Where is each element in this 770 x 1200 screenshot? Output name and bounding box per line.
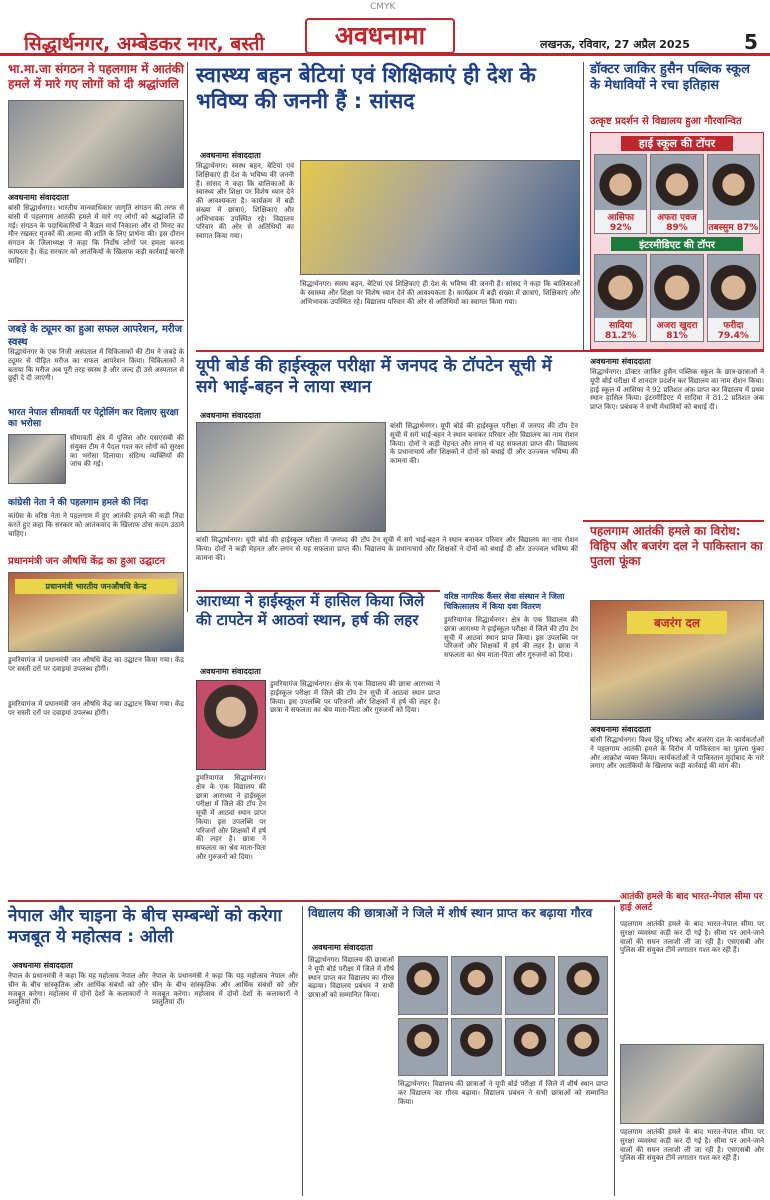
tribute-photo	[8, 100, 184, 188]
patrol-headline: भारत नेपाल सीमावर्ती पर पेट्रोलिंग कर दिलाए सुरक्षा का भरोसा	[8, 408, 179, 430]
student-score: अजरा खुदरा 81%	[651, 318, 702, 341]
congress-headline: कांग्रेसी नेता ने की पहलगाम हमले की निंदा	[8, 498, 149, 508]
tumor-headline: जबड़े के ट्यूमर का हुआ सफल आपरेशन, मरीज स्वस्थ	[8, 324, 183, 348]
aaradhya-headline: आराध्या ने हाईस्कूल में हासिल किया जिले की टापटेन में आठवां स्थान, हर्ष की लहर	[196, 592, 425, 629]
protest-photo	[590, 600, 764, 720]
student-photo	[650, 254, 703, 342]
inter-toppers-grid	[594, 254, 760, 342]
cancer-body: डुमरियागंज सिद्धार्थनगर। क्षेत्र के एक विद्यालय की छात्रा आराध्या ने हाईस्कूल परीक्षा में जिले की टॉप टेन सूची में आठवां स्थान प्राप्त किया। इस उपलब्धि पर परिजनों और शिक्षकों में हर्ष की लहर है। छात्रा ने सफलता का श्रेय माता-पिता और गुरुजनों को दिया।	[444, 616, 578, 659]
school-girls-byline: अवधनामा संवाददाता	[312, 943, 373, 952]
highschool-topper-label: हाई स्कूल की टॉपर	[621, 136, 733, 151]
nepal-china-byline: अवधनामा संवाददाता	[12, 961, 73, 970]
divider	[583, 520, 764, 522]
border-alert-body-cont: पहलगाम आतंकी हमले के बाद भारत-नेपाल सीमा पर सुरक्षा व्यवस्था कड़ी कर दी गई है। सीमा पर आने-जाने वालों की सघन तलाशी ली जा रही है। एसएसबी और पुलिस की संयुक्त टीमें लगातार गश्त कर रही हैं।	[620, 1128, 764, 1163]
congress-body: कांग्रेस के वरिष्ठ नेता ने पहलगाम में हुए आतंकी हमले की कड़ी निंदा करते हुए कहा कि सरकार को आतंकवाद के खिलाफ ठोस कदम उठाने चाहिए।	[8, 512, 184, 538]
main-top-body: सिद्धार्थनगर। स्वस्थ बहन, बेटियां एवं शिक्षिकाएं ही देश के भविष्य की जननी हैं। सांसद ने कहा कि बालिकाओं के स्वास्थ्य और शिक्षा पर विशेष ध्यान देने की आवश्यकता है। कार्यक्रम में बड़ी संख्या में छात्राएं, शिक्षिकाएं और अभिभावक उपस्थित रहे। विद्यालय परिवार की ओर से अतिथियों का स्वागत किया गया।	[196, 162, 294, 240]
student-score: तबस्सुम 87%	[708, 220, 759, 233]
aaradhya-byline: अवधनामा संवाददाता	[200, 667, 261, 676]
column-rule	[187, 62, 188, 612]
nepal-china-body: नेपाल के प्रधानमंत्री ने कहा कि यह महोत्सव नेपाल और चीन के बीच सांस्कृतिक और आर्थिक संबंधों को और मजबूत करेगा। महोत्सव में दोनों देशों के कलाकारों ने प्रस्तुतियां दीं।	[8, 972, 148, 1007]
student-photo	[505, 956, 555, 1015]
student-photo	[650, 154, 703, 234]
aaradhya-body-cont: डुमरियागंज सिद्धार्थनगर। क्षेत्र के एक विद्यालय की छात्रा आराध्या ने हाईस्कूल परीक्षा में जिले की टॉप टेन सूची में आठवां स्थान प्राप्त किया। इस उपलब्धि पर परिजनों और शिक्षकों में हर्ष की लहर है। छात्रा ने सफलता का श्रेय माता-पिता और गुरुजनों को दिया।	[196, 774, 266, 861]
school-body: सिद्धार्थनगर। डॉक्टर जाकिर हुसैन पब्लिक स्कूल के छात्र-छात्राओं ने यूपी बोर्ड परीक्षा में शानदार प्रदर्शन कर विद्यालय का नाम रोशन किया। हाई स्कूल में आसिफा ने 92 प्रतिशत अंक प्राप्त कर विद्यालय में प्रथम स्थान हासिल किया। इंटरमीडिएट में सादिया ने 81.2 प्रतिशत अंक प्राप्त किए। प्रबंधक ने सभी मेधावियों को बधाई दी।	[590, 368, 764, 411]
nepal-china-body-cont: नेपाल के प्रधानमंत्री ने कहा कि यह महोत्सव नेपाल और चीन के बीच सांस्कृतिक और आर्थिक संबंधों को और मजबूत करेगा। महोत्सव में दोनों देशों के कलाकारों ने प्रस्तुतियां दीं।	[152, 972, 298, 1007]
student-photo	[398, 1018, 448, 1077]
highschool-toppers-grid	[594, 154, 760, 234]
cmyk-mark: CMYK	[370, 2, 396, 12]
siblings-body: बांसी सिद्धार्थनगर। यूपी बोर्ड की हाईस्कूल परीक्षा में जनपद की टॉप टेन सूची में सगे भाई-बहन ने स्थान बनाकर परिवार और विद्यालय का नाम रोशन किया। दोनों ने कड़ी मेहनत और लगन से यह सफलता प्राप्त की। विद्यालय के प्रधानाचार्य और शिक्षकों ने दोनों को बधाई दी और उज्ज्वल भविष्य की कामना की।	[390, 422, 578, 465]
nepal-china-headline: नेपाल और चाइना के बीच सम्बन्धों को करेगा मजबूत ये महोत्सव : ओली	[8, 906, 282, 948]
main-top-byline: अवधनामा संवाददाता	[200, 151, 261, 160]
divider	[196, 350, 764, 352]
patrol-photo	[8, 434, 66, 484]
border-alert-photo	[620, 1044, 764, 1124]
student-photo	[558, 1018, 608, 1077]
left-top-body: बांसी सिद्धार्थनगर। भारतीय मानवाधिकार जागृति संगठन की तरफ से बांसी में पहलगाम आतंकी हमले में मारे गए लोगों को श्रद्धांजलि दी गई। संगठन के पदाधिकारियों ने कैंडल मार्च निकाला और दो मिनट का मौन रखकर मृतकों की आत्मा की शांति के लिए प्रार्थना की। इस दौरान संगठन के जिलाध्यक्ष ने कहा कि निर्दोष लोगों पर हमला करना कायरता है। केंद्र सरकार को आतंकियों के खिलाफ कड़ी कार्रवाई करनी चाहिए।	[8, 204, 184, 265]
border-alert-body: पहलगाम आतंकी हमले के बाद भारत-नेपाल सीमा पर सुरक्षा व्यवस्था कड़ी कर दी गई है। सीमा पर आने-जाने वालों की सघन तलाशी ली जा रही है। एसएसबी और पुलिस की संयुक्त टीमें लगातार गश्त कर रही हैं।	[620, 920, 764, 955]
student-photo	[505, 1018, 555, 1077]
column-rule	[302, 906, 303, 1196]
aaradhya-photo	[196, 680, 266, 770]
aaradhya-body: डुमरियागंज सिद्धार्थनगर। क्षेत्र के एक विद्यालय की छात्रा आराध्या ने हाईस्कूल परीक्षा में जिले की टॉप टेन सूची में आठवां स्थान प्राप्त किया। इस उपलब्धि पर परिजनों और शिक्षकों में हर्ष की लहर है। छात्रा ने सफलता का श्रेय माता-पिता और गुरुजनों को दिया।	[270, 680, 440, 715]
school-girls-photos	[398, 956, 608, 1076]
inter-topper-label: इंटरमीडिएट की टॉपर	[611, 237, 743, 251]
protest-byline: अवधनामा संवाददाता	[590, 725, 651, 734]
tumor-body: सिद्धार्थनगर के एक निजी अस्पताल में चिकित्सकों की टीम ने जबड़े के ट्यूमर से पीड़ित मरीज का सफल आपरेशन किया। चिकित्सकों ने बताया कि मरीज अब पूरी तरह स्वस्थ है और जल्द ही उसे अस्पताल से छुट्टी दे दी जाएगी।	[8, 348, 184, 383]
student-photo	[451, 956, 501, 1015]
main-top-photo	[300, 160, 580, 275]
border-alert-headline: आतंकी हमले के बाद भारत-नेपाल सीमा पर हाई अलर्ट	[620, 892, 763, 914]
jan-aushadhi-body-cont: डुमरियागंज में प्रधानमंत्री जन औषधि केंद्र का उद्घाटन किया गया। केंद्र पर सस्ती दरों पर दवाइयां उपलब्ध होंगी।	[8, 700, 184, 717]
student-photo	[594, 154, 647, 234]
jan-aushadhi-sign: प्रधानमंत्री भारतीय जनऔषधि केन्द्र	[15, 579, 177, 594]
jan-aushadhi-photo	[8, 572, 184, 652]
school-subhead: उत्कृष्ट प्रदर्शन से विद्यालय हुआ गौरवान्वित	[590, 116, 742, 127]
student-photo	[707, 154, 760, 234]
jan-aushadhi-body: डुमरियागंज में प्रधानमंत्री जन औषधि केंद्र का उद्घाटन किया गया। केंद्र पर सस्ती दरों पर दवाइयां उपलब्ध होंगी।	[8, 656, 184, 673]
jan-aushadhi-headline: प्रधानमंत्री जन औषधि केंद्र का हुआ उद्घाटन	[8, 556, 166, 567]
newspaper-logo: अवधनामा	[305, 18, 455, 54]
student-photo	[451, 1018, 501, 1077]
siblings-byline: अवधनामा संवाददाता	[200, 411, 261, 420]
column-rule	[583, 62, 584, 352]
student-score: फरीदा 79.4%	[708, 318, 759, 341]
left-top-byline: अवधनामा संवाददाता	[8, 193, 69, 202]
school-byline: अवधनामा संवाददाता	[590, 357, 651, 366]
issue-date: लखनऊ, रविवार, 27 अप्रैल 2025	[540, 38, 690, 51]
siblings-headline: यूपी बोर्ड की हाईस्कूल परीक्षा में जनपद के टॉपटेन सूची में सगे भाई-बहन ने लाया स्थान	[196, 356, 552, 398]
cancer-caption: वरिष्ठ नागरिक कैंसर सेवा संस्थान ने जिला चिकित्सालय में किया दवा वितरण	[444, 592, 565, 611]
bajrang-dal-banner: बजरंग दल	[627, 611, 727, 634]
school-girls-headline: विद्यालय की छात्राओं ने जिले में शीर्ष स्थान प्राप्त कर बढ़ाया गौरव	[308, 906, 593, 920]
student-photo	[707, 254, 760, 342]
column-rule	[614, 906, 615, 1196]
patrol-body: सीमावर्ती क्षेत्र में पुलिस और एसएसबी की संयुक्त टीम ने पैदल गश्त कर लोगों को सुरक्षा का भरोसा दिलाया। संदिग्ध व्यक्तियों की जांच की गई।	[70, 434, 184, 469]
student-score: आसिफा 92%	[595, 210, 646, 233]
toppers-panel	[590, 132, 764, 350]
student-photo	[398, 956, 448, 1015]
school-girls-body: सिद्धार्थनगर। विद्यालय की छात्राओं ने यूपी बोर्ड परीक्षा में जिले में शीर्ष स्थान प्राप्त कर विद्यालय का गौरव बढ़ाया। विद्यालय प्रबंधन ने सभी छात्राओं को सम्मानित किया।	[308, 956, 394, 999]
student-photo	[558, 956, 608, 1015]
protest-body: बांसी सिद्धार्थनगर। विश्व हिंदू परिषद और बजरंग दल के कार्यकर्ताओं ने पहलगाम आतंकी हमले के विरोध में पाकिस्तान का पुतला फूंका और आक्रोश व्यक्त किया। कार्यकर्ताओं ने पाकिस्तान मुर्दाबाद के नारे लगाए और आतंकियों के खिलाफ कड़ी कार्रवाई की मांग की।	[590, 736, 764, 771]
student-score: सादिया 81.2%	[595, 318, 646, 341]
school-girls-body-cont: सिद्धार्थनगर। विद्यालय की छात्राओं ने यूपी बोर्ड परीक्षा में जिले में शीर्ष स्थान प्राप्त कर विद्यालय का गौरव बढ़ाया। विद्यालय प्रबंधन ने सभी छात्राओं को सम्मानित किया।	[398, 1080, 608, 1106]
left-top-headline: भा.मा.जा संगठन ने पहलगाम में आतंकी हमले में मारे गए लोगों को दी श्रद्धांजलि	[8, 62, 184, 91]
siblings-body-cont: बांसी सिद्धार्थनगर। यूपी बोर्ड की हाईस्कूल परीक्षा में जनपद की टॉप टेन सूची में सगे भाई-बहन ने स्थान बनाकर परिवार और विद्यालय का नाम रोशन किया। दोनों ने कड़ी मेहनत और लगन से यह सफलता प्राप्त की। विद्यालय के प्रधानाचार्य और शिक्षकों ने दोनों को बधाई दी और उज्ज्वल भविष्य की कामना की।	[196, 536, 578, 562]
student-photo	[594, 254, 647, 342]
edition-label: सिद्धार्थनगर, अम्बेडकर नगर, बस्ती	[24, 33, 265, 55]
protest-headline: पहलगाम आतंकी हमले का विरोध: विहिप और बजरंग दल ने पाकिस्तान का पुतला फूंका	[590, 524, 763, 568]
page-number: 5	[744, 30, 758, 54]
siblings-photo	[196, 422, 386, 532]
school-headline: डॉक्टर जाकिर हुसैन पब्लिक स्कूल के मेधावियों ने रचा इतिहास	[590, 62, 750, 94]
divider	[8, 320, 184, 321]
main-top-body-cont: सिद्धार्थनगर। स्वस्थ बहन, बेटियां एवं शिक्षिकाएं ही देश के भविष्य की जननी हैं। सांसद ने कहा कि बालिकाओं के स्वास्थ्य और शिक्षा पर विशेष ध्यान देने की आवश्यकता है। कार्यक्रम में बड़ी संख्या में छात्राएं, शिक्षिकाएं और अभिभावक उपस्थित रहे। विद्यालय परिवार की ओर से अतिथियों का स्वागत किया गया।	[300, 280, 580, 306]
student-score: अफरा एवज 89%	[651, 210, 702, 233]
main-top-headline: स्वास्थ्य बहन बेटियां एवं शिक्षिकाएं ही देश के भविष्य की जननी हैं : सांसद	[196, 63, 536, 114]
